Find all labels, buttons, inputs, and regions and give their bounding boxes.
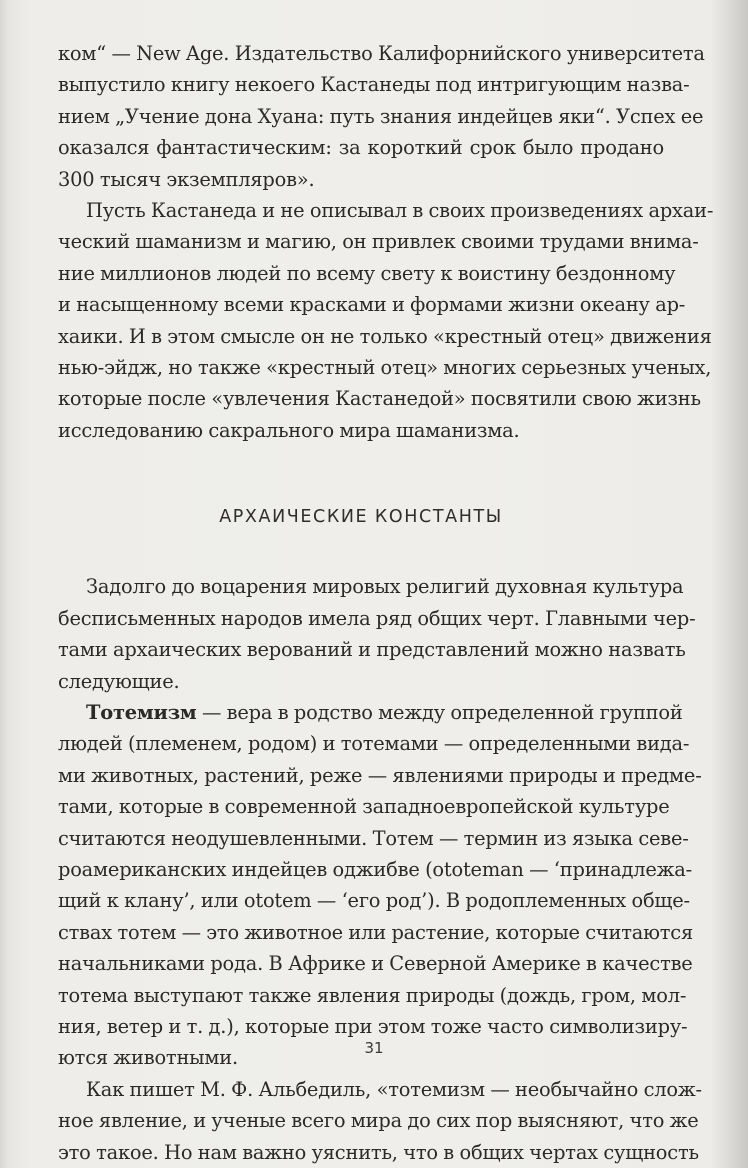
text-line: тами, которые в современной западноевропейской культуре [58, 795, 670, 819]
text-line: ются животными. [58, 1046, 238, 1070]
section-heading: АРХАИЧЕСКИЕ КОНСТАНТЫ [219, 507, 503, 528]
text-fragment: — вера в родство между определенной группой [196, 700, 683, 724]
text-line: щий к клану’, или ototem — ‘его род’). В родоплеменных обще- [58, 889, 690, 913]
text-line: Задолго до воцарения мировых религий духовная культура [86, 575, 684, 599]
text-line: ние миллионов людей по всему свету к воистину бездонному [58, 261, 676, 285]
text-line [58, 697, 683, 728]
paragraph-1 [58, 38, 705, 195]
text-line: бесписьменных народов имела ряд общих черт. Главными чер- [58, 606, 696, 630]
text-line: ное явление, и ученые всего мира до сих пор выясняют, что же [58, 1109, 699, 1133]
text-line: начальниками рода. В Африке и Северной Америке в качестве [58, 952, 693, 976]
page-number: 31 [364, 1039, 384, 1057]
paragraph-3 [58, 571, 696, 697]
text-line: которые после «увлечения Кастанедой» посвятили свою жизнь [58, 387, 701, 411]
text-line: Пусть Кастанеда и не описывал в своих произведениях архаи- [86, 199, 714, 223]
text-line: это такое. Но нам важно уяснить, что в общих чертах сущность [58, 1140, 699, 1164]
text-line: выпустило книгу некоего Кастанеды под интригующим назва- [58, 73, 690, 97]
text-line: Как пишет М. Ф. Альбедиль, «тотемизм — необычайно слож- [86, 1077, 702, 1101]
text-line: ния, ветер и т. д.), которые при этом тоже часто символизиру- [58, 1014, 688, 1038]
text-line: роамериканских индейцев оджибве (ototeman — ‘принадлежа- [58, 857, 692, 881]
text-line: 300 тысяч экземпляров». [58, 167, 315, 191]
term-totemism: Тотемизм [86, 700, 197, 724]
text-line: оказался фантастическим: за короткий срок было продано [58, 136, 664, 160]
text-line: людей (племенем, родом) и тотемами — определенными вида- [58, 732, 690, 756]
text-line: хаики. И в этом смысле он не только «крестный отец» движения [58, 324, 712, 348]
text-line: нью-эйдж, но также «крестный отец» многих серьезных ученых, [58, 356, 712, 380]
text-line: исследованию сакрального мира шаманизма. [58, 418, 520, 442]
text-line: следующие. [58, 669, 180, 693]
text-line: тами архаических верований и представлений можно назвать [58, 638, 686, 662]
text-line: тотема выступают также явления природы (дождь, гром, мол- [58, 983, 687, 1007]
paragraph-5 [58, 1074, 702, 1168]
paragraph-2 [58, 195, 714, 446]
text-line: ком“ — New Age. Издательство Калифорнийского университета [58, 42, 705, 65]
text-body [58, 38, 714, 1168]
text-line: нием „Учение дона Хуана: путь знания индейцев яки“. Успех ее [58, 104, 704, 128]
text-line: ми животных, растений, реже — явлениями природы и предме- [58, 763, 702, 787]
text-line: ческий шаманизм и магию, он привлек своими трудами внима- [58, 230, 699, 254]
text-line: ствах тотем — это животное или растение, которые считаются [58, 920, 693, 944]
text-line: считаются неодушевленными. Тотем — термин из языка севе- [58, 826, 689, 850]
text-line: и насыщенному всеми красками и формами жизни океану ар- [58, 293, 686, 317]
paragraph-4 [58, 697, 702, 1074]
